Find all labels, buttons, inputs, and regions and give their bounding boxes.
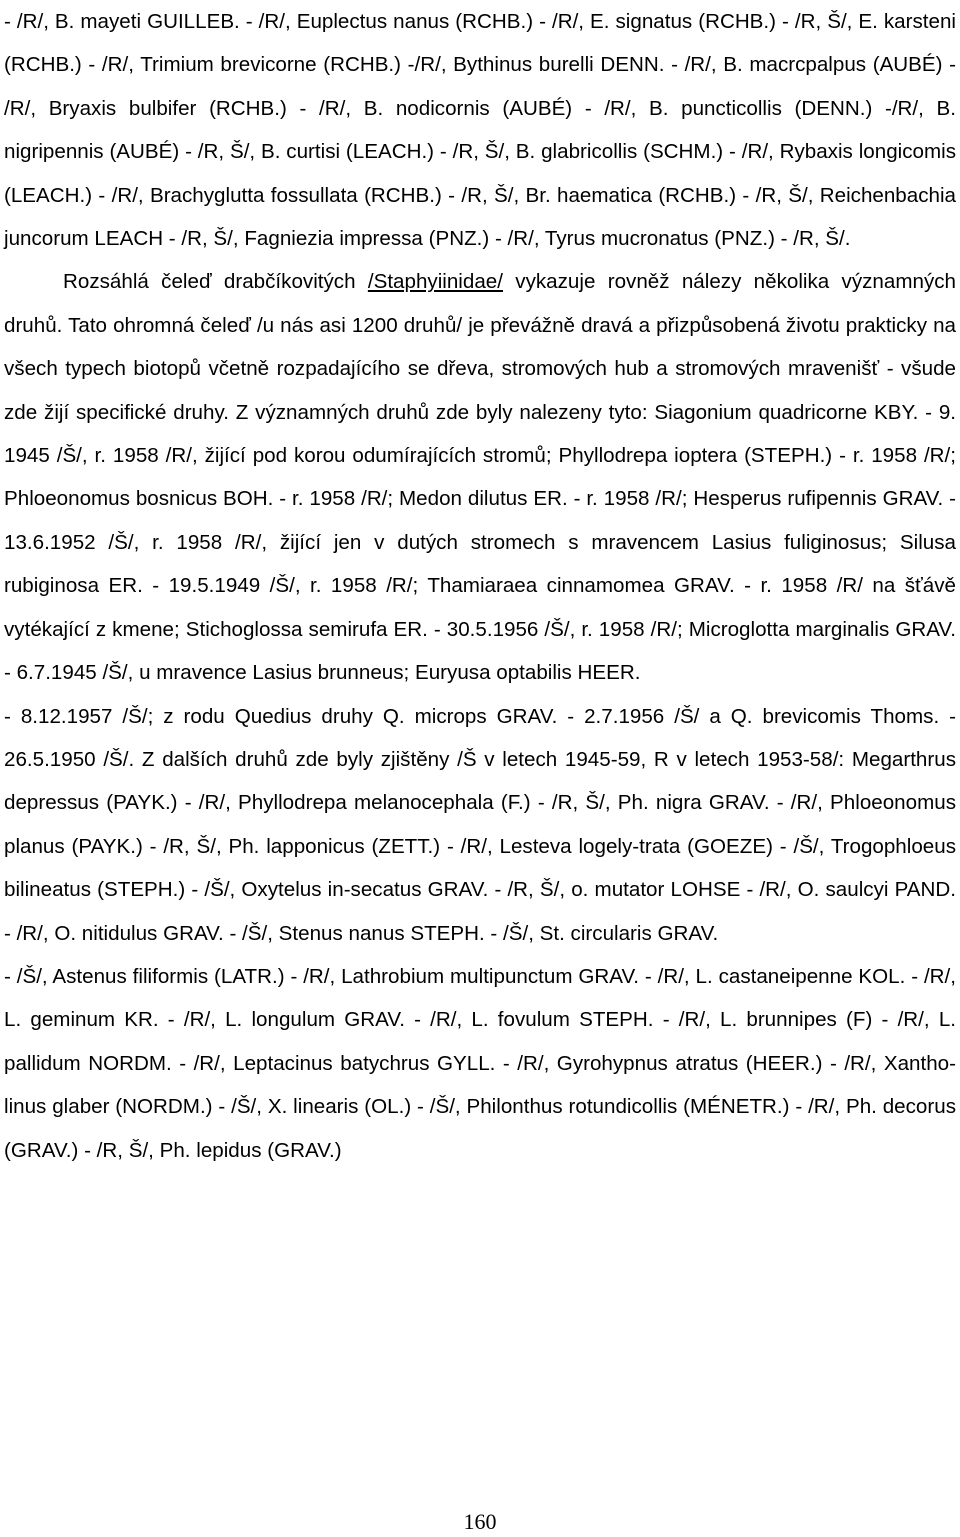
paragraph-pselaphidae-list: - /R/, B. mayeti GUILLEB. - /R/, Euplectus nanus (RCHB.) - /R/, E. signatus (RCHB.) - /R, Š/, E. karsteni (RCHB.) - /R/, Trimium brevicorne (RCHB.) -/R/, Bythinus burelli DENN. - /R/, B. macrcpalpus (AUBÉ) - /R/, Bryaxis bulbifer (RCHB.) - /R/, B. nodicornis (AUBÉ) - /R/, B. puncticollis (DENN.) -/R/, B. nigripennis (AUBÉ) - /R, Š/, B. curtisi (LEACH.) - /R, Š/, B. glabricollis (SCHM.) - /R/, Rybaxis longicomis (LEACH.) - /R/, Brachyglutta fossullata (RCHB.) - /R, Š/, Br. haematica (RCHB.) - /R, Š/, Reichenbachia juncorum LEACH - /R, Š/, Fagniezia impressa (PNZ.) - /R/, Tyrus mucronatus (PNZ.) - /R, Š/. bbox=[4, 10, 956, 251]
intro-text-rest: vykazuje rovněž nálezy několika významných druhů. Tato ohromná čeleď /u nás asi 1200 druhů/ je převážně dravá a přizpůsobená životu prakticky na všech typech biotopů včetně rozpadajícího se dřeva, stromových hub a stromových mravenišť - všude zde žijí specifické druhy. Z významných druhů zde byly nalezeny tyto: Siagonium quadricorne KBY. - 9. 1945 /Š/, r. 1958 /R/, žijící pod korou odumírajících stromů; Phyllodrepa ioptera (STEPH.) - r. 1958 /R/; Phloeonomus bosnicus BOH. - r. 1958 /R/; Medon dilutus ER. - r. 1958 /R/; Hesperus rufipennis GRAV. - 13.6.1952 /Š/, r. 1958 /R/, žijící jen v dutých stromech s mravencem Lasius fuliginosus; Silusa rubiginosa ER. - 19.5.1949 /Š/, r. 1958 /R/; Thamiaraea cinnamomea GRAV. - r. 1958 /R/ na šťávě vytékající z kmene; Stichoglossa semirufa ER. - 30.5.1956 /Š/, r. 1958 /R/; Microglotta marginalis GRAV. - 6.7.1945 /Š/, u mravence Lasius brunneus; Euryusa optabilis HEER. bbox=[4, 270, 956, 685]
page-number: 160 bbox=[463, 1509, 497, 1534]
paragraph-astenus-list: - /Š/, Astenus filiformis (LATR.) - /R/, Lathrobium multipunctum GRAV. - /R/, L. castaneipenne KOL. - /R/, L. geminum KR. - /R/, L. longulum GRAV. - /R/, L. fovulum STEPH. - /R/, L. brunnipes (F) - /R/, L. pallidum NORDM. - /R/, Leptacinus batychrus GYLL. - /R/, Gyrohypnus atratus (HEER.) - /R/, Xantho-linus glaber (NORDM.) - /Š/, X. linearis (OL.) - /Š/, Philonthus rotundicollis (MÉNETR.) - /R/, Ph. decorus (GRAV.) - /R, Š/, Ph. lepidus (GRAV.) bbox=[4, 964, 956, 1162]
family-name-underlined: /Staphyiinidae/ bbox=[367, 270, 503, 294]
document-page bbox=[4, 0, 956, 1537]
paragraph-staphylinidae-intro bbox=[4, 260, 956, 694]
paragraph-quedius-list: - 8.12.1957 /Š/; z rodu Quedius druhy Q. microps GRAV. - 2.7.1956 /Š/ a Q. brevicomis Thoms. - 26.5.1950 /Š/. Z dalších druhů zde byly zjištěny /Š v letech 1945-59, R v letech 1953-58/: Megarthrus depressus (PAYK.) - /R/, Phyllodrepa melanocephala (F.) - /R, Š/, Ph. nigra GRAV. - /R/, Phloeonomus planus (PAYK.) - /R, Š/, Ph. lapponicus (ZETT.) - /R/, Lesteva logely-trata (GOEZE) - /Š/, Trogophloeus bilineatus (STEPH.) - /Š/, Oxytelus in-secatus GRAV. - /R, Š/, o. mutator LOHSE - /R/, O. saulcyi PAND. - /R/, O. nitidulus GRAV. - /Š/, Stenus nanus STEPH. - /Š/, St. circularis GRAV. bbox=[4, 704, 956, 945]
intro-text-start: Rozsáhlá čeleď drabčíkovitých bbox=[63, 270, 368, 294]
body-text bbox=[4, 0, 956, 1172]
